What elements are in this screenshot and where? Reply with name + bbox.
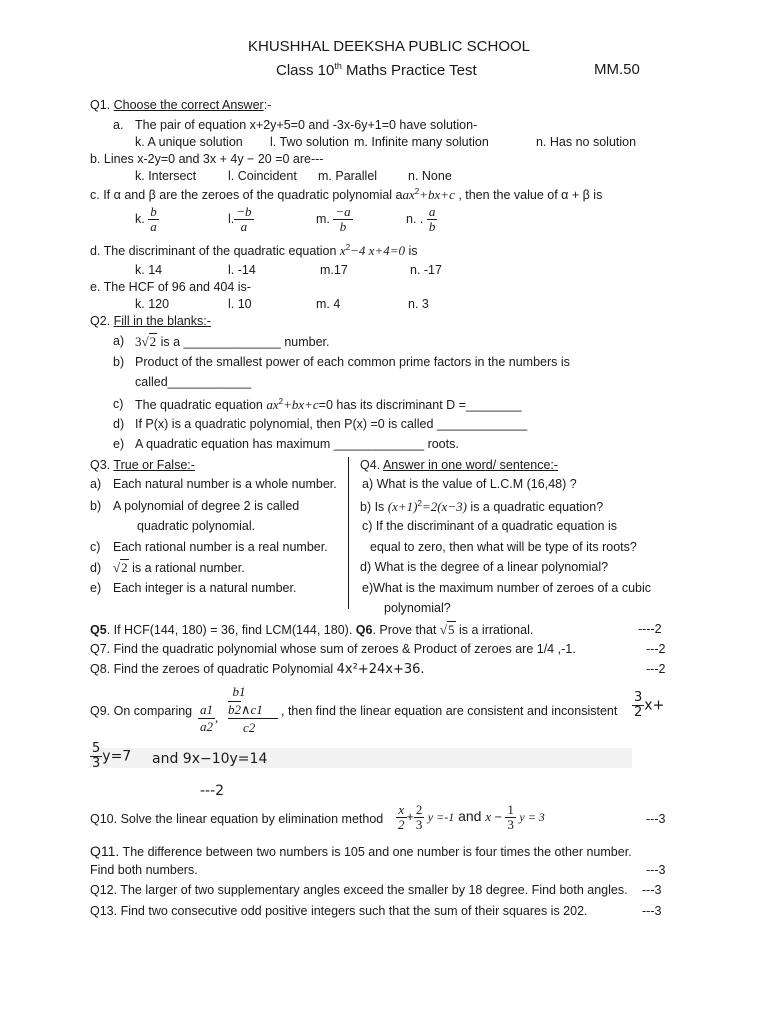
- q3a: a) Each natural number is a whole number.: [90, 477, 337, 491]
- q1b-opt-m: m. Parallel: [318, 169, 378, 183]
- q1a-opt-m: m. Infinite many solution: [354, 135, 489, 149]
- q11-text: Q11. The difference between two numbers is 105 and one number is four times the other number.: [90, 843, 632, 859]
- q10-eq: $\frac{x}{2}$ + $\frac{2}{3}$ y =-1 and x − $\frac{1}{3}$ y = 3: [398, 802, 545, 832]
- q10-marks: ---3: [646, 812, 666, 826]
- q1d-text: d. The discriminant of the quadratic equation $x^2-4$ x+4=0 is: [90, 243, 418, 259]
- q2a-text: 3√2 is a ______________ number.: [135, 334, 330, 349]
- q1e-opt-m: m. 4: [316, 297, 341, 311]
- q9-eq2: $\frac{5}{3}$ y=7: [92, 741, 132, 771]
- q4d: d) What is the degree of a linear polynomial?: [360, 560, 609, 574]
- q9-text: Q9. On comparing: [90, 704, 193, 718]
- q8-text: Q8. Find the zeroes of quadratic Polynomial 4x²+24x+36.: [90, 662, 425, 677]
- q2e-label: e): [113, 437, 125, 451]
- q2-heading: Q2. Fill in the blanks:-: [90, 314, 211, 328]
- q1b-text: b. Lines x-2y=0 and 3x + 4y − 20 =0 are---: [90, 152, 324, 166]
- q2c-text: The quadratic equation $ax^2+bx+c=0$ has its discriminant D =________: [135, 397, 522, 413]
- q1c-opt-l: l. $\frac{-b}{a}$: [228, 204, 252, 234]
- q2c-label: c): [113, 397, 124, 411]
- q1d-opt-l: l. -14: [228, 263, 256, 277]
- q1e-opt-l: l. 10: [228, 297, 252, 311]
- q1b-opt-n: n. None: [408, 169, 452, 183]
- q9-marks: ---2: [200, 783, 225, 799]
- q2b-label: b): [113, 355, 125, 369]
- q4a: a) What is the value of L.C.M (16,48) ?: [362, 477, 577, 491]
- q1d-opt-k: k. 14: [135, 263, 163, 277]
- q2e-text: A quadratic equation has maximum _____________ roots.: [135, 437, 459, 451]
- q4c-cont: equal to zero, then what will be type of its roots?: [370, 540, 637, 554]
- q9-eq1: $\frac{3}{2}$ x+: [634, 690, 665, 720]
- q3b: b) A polynomial of degree 2 is called: [90, 499, 300, 513]
- q13-marks: ---3: [642, 904, 662, 918]
- q5-q6-line: Q5. If HCF(144, 180) = 36, find LCM(144, 180). Q6. Prove that √5 is a irrational.: [90, 622, 534, 637]
- q1d-opt-m: m.17: [320, 263, 348, 277]
- q13-text: Q13. Find two consecutive odd positive integers such that the sum of their squares is 202.: [90, 904, 588, 918]
- q3b-cont: quadratic polynomial.: [137, 519, 256, 533]
- q9-frac-a: $\frac{a1}{a2}$ ,: [200, 702, 219, 734]
- q12-marks: ---3: [642, 883, 662, 897]
- q1e-opt-k: k. 120: [135, 297, 170, 311]
- q9-frac-b-mid: b2∧c1: [228, 702, 263, 717]
- q2b-text-cont: called____________: [135, 375, 252, 389]
- q10-text: Q10. Solve the linear equation by elimination method: [90, 812, 384, 826]
- q1c-opt-n: n. . $\frac{a}{b}$: [406, 204, 436, 234]
- q9-frac-b-den: c2: [243, 720, 256, 735]
- q1c-opt-k: k. $\frac{b}{a}$: [135, 204, 157, 234]
- q1d-opt-n: n. -17: [410, 263, 442, 277]
- q1e-text: e. The HCF of 96 and 404 is-: [90, 280, 251, 294]
- q9-frac-b: b1: [232, 684, 246, 699]
- q3-heading: Q3. True or False:-: [90, 458, 195, 472]
- q2b-text: Product of the smallest power of each common prime factors in the numbers is: [135, 355, 570, 369]
- max-marks: MM.50: [594, 61, 640, 78]
- q1a-label: a.: [113, 118, 124, 132]
- q8-marks: ---2: [646, 662, 666, 676]
- q2d-text: If P(x) is a quadratic polynomial, then P(x) =0 is called _____________: [135, 417, 528, 431]
- q1c-opt-m: m. $\frac{-a}{b}$: [316, 204, 351, 234]
- q7-text: Q7. Find the quadratic polynomial whose sum of zeroes & Product of zeroes are 1/4 ,-1.: [90, 642, 576, 656]
- q4e: e)What is the maximum number of zeroes of a cubic: [362, 581, 652, 595]
- q4-heading: Q4. Answer in one word/ sentence:-: [360, 458, 559, 472]
- q9-eq3: and 9x−10y=14: [152, 751, 268, 767]
- q3c: c) Each rational number is a real number.: [90, 540, 328, 554]
- q1-heading: Q1. Choose the correct Answer:-: [90, 98, 272, 112]
- q1a-opt-k: k. A unique solution: [135, 135, 243, 149]
- q1a-text: The pair of equation x+2y+5=0 and -3x-6y+1=0 have solution-: [135, 118, 478, 132]
- q9-text-post: , then find the linear equation are consistent and inconsistent: [281, 704, 618, 718]
- q3d: d) √2 is a rational number.: [90, 560, 245, 575]
- q4c: c) If the discriminant of a quadratic equation is: [362, 519, 617, 533]
- test-title: Class 10th Maths Practice Test: [276, 61, 477, 79]
- q1b-opt-k: k. Intersect: [135, 169, 197, 183]
- q4e-cont: polynomial?: [384, 601, 451, 615]
- q1c-text: c. If α and β are the zeroes of the quadratic polynomial aax$^2$+bx+c , then the value of α + β is: [90, 187, 603, 203]
- q11-marks: ---3: [646, 863, 666, 877]
- q1e-opt-n: n. 3: [408, 297, 429, 311]
- school-name: KHUSHHAL DEEKSHA PUBLIC SCHOOL: [248, 38, 531, 55]
- q6-marks: ----2: [638, 622, 662, 636]
- q12-text: Q12. The larger of two supplementary angles exceed the smaller by 18 degree. Find both angles.: [90, 883, 628, 897]
- q2d-label: d): [113, 417, 125, 431]
- column-divider: [348, 457, 349, 609]
- q1a-opt-n: n. Has no solution: [536, 135, 637, 149]
- q3e: e) Each integer is a natural number.: [90, 581, 297, 595]
- q2a-label: a): [113, 334, 125, 348]
- q1a-opt-l: l. Two solution: [270, 135, 349, 149]
- q9-frac-b-bar: [228, 718, 278, 719]
- q1b-opt-l: l. Coincident: [228, 169, 297, 183]
- q4b: b) Is $(x+1)^2=2(x-3)$ is a quadratic equation?: [360, 499, 604, 515]
- q11-text-cont: Find both numbers.: [90, 863, 198, 877]
- q7-marks: ---2: [646, 642, 666, 656]
